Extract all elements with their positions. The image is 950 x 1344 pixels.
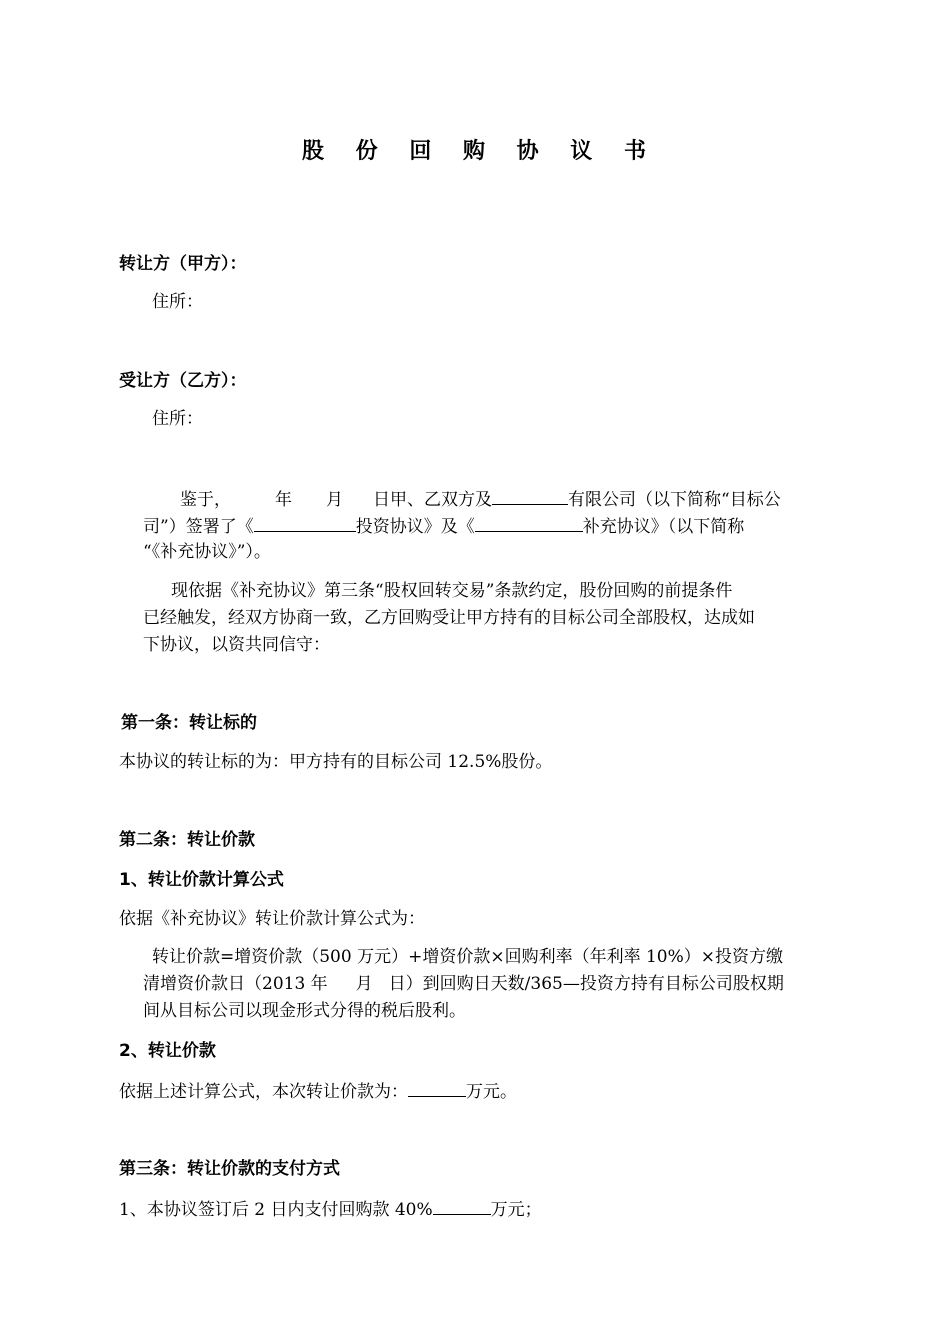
preamble-year: 年 — [275, 490, 292, 510]
article-3-item-1 — [119, 1196, 542, 1222]
article-2-sub2-heading: 2、转让价款 — [119, 1041, 216, 1061]
preamble-signed-text: 司”）签署了《 — [143, 517, 254, 537]
formula-line-1: 转让价款=增资价款（500 万元）+增资价款×回购利率（年利率 10%）×投资方缴 — [152, 947, 784, 967]
preamble-p2-line-1: 现依据《补充协议》第三条“股权回转交易”条款约定，股份回购的前提条件 — [171, 581, 733, 601]
article-1-heading: 第一条：转让标的 — [121, 713, 257, 733]
formula-date-month: 月 — [355, 974, 373, 994]
preamble-day-parties: 日甲、乙双方及 — [373, 490, 492, 510]
company-name-blank — [492, 486, 568, 505]
transfer-price-text: 依据上述计算公式，本次转让价款为： — [119, 1082, 408, 1102]
preamble-line-2 — [143, 513, 744, 539]
preamble-line-1 — [180, 486, 781, 512]
party-a-address-label: 住所： — [152, 292, 203, 312]
article-3-heading: 第三条：转让价款的支付方式 — [119, 1159, 340, 1179]
article-2-sub1-heading: 1、转让价款计算公式 — [119, 870, 284, 890]
preamble-company-text: 有限公司（以下简称“目标公 — [568, 490, 781, 510]
supplementary-agreement-blank — [475, 513, 583, 532]
formula-date-year: 清增资价款日（2013 年 — [143, 974, 328, 994]
transfer-price-blank — [408, 1078, 466, 1097]
article-2-heading: 第二条：转让价款 — [119, 830, 255, 850]
investment-agreement-text: 投资协议》及《 — [355, 517, 475, 537]
formula-line-2 — [143, 972, 784, 996]
preamble-whereas: 鉴于， — [180, 490, 231, 510]
payment-item-1-blank — [433, 1196, 491, 1215]
preamble-p2-line-3: 下协议，以资共同信守： — [143, 635, 330, 655]
preamble-p2-line-2: 已经触发，经双方协商一致，乙方回购受让甲方持有的目标公司全部股权，达成如 — [143, 608, 755, 628]
preamble-month: 月 — [326, 490, 343, 510]
formula-date-rest: 日）到回购日天数/365—投资方持有目标公司股权期 — [388, 974, 784, 994]
article-1-text: 本协议的转让标的为：甲方持有的目标公司 12.5%股份。 — [119, 752, 553, 772]
preamble-line-3: “《补充协议》”）。 — [143, 542, 271, 562]
article-2-sub1-intro: 依据《补充协议》转让价款计算公式为： — [119, 909, 425, 929]
payment-item-1-unit: 万元； — [490, 1200, 542, 1220]
document-title: 股 份 回 购 协 议 书 — [302, 139, 658, 164]
supplementary-agreement-text: 补充协议》（以下简称 — [582, 517, 745, 537]
party-b-label: 受让方（乙方）： — [119, 371, 247, 391]
transfer-price-unit: 万元。 — [466, 1082, 517, 1102]
party-a-label: 转让方（甲方）： — [119, 254, 247, 274]
party-b-address-label: 住所： — [152, 409, 203, 429]
payment-item-1-text: 1、本协议签订后 2 日内支付回购款 40% — [119, 1200, 433, 1220]
formula-line-3: 间从目标公司以现金形式分得的税后股利。 — [143, 1001, 466, 1021]
article-2-sub2-text — [119, 1078, 517, 1104]
investment-agreement-blank — [254, 513, 356, 532]
